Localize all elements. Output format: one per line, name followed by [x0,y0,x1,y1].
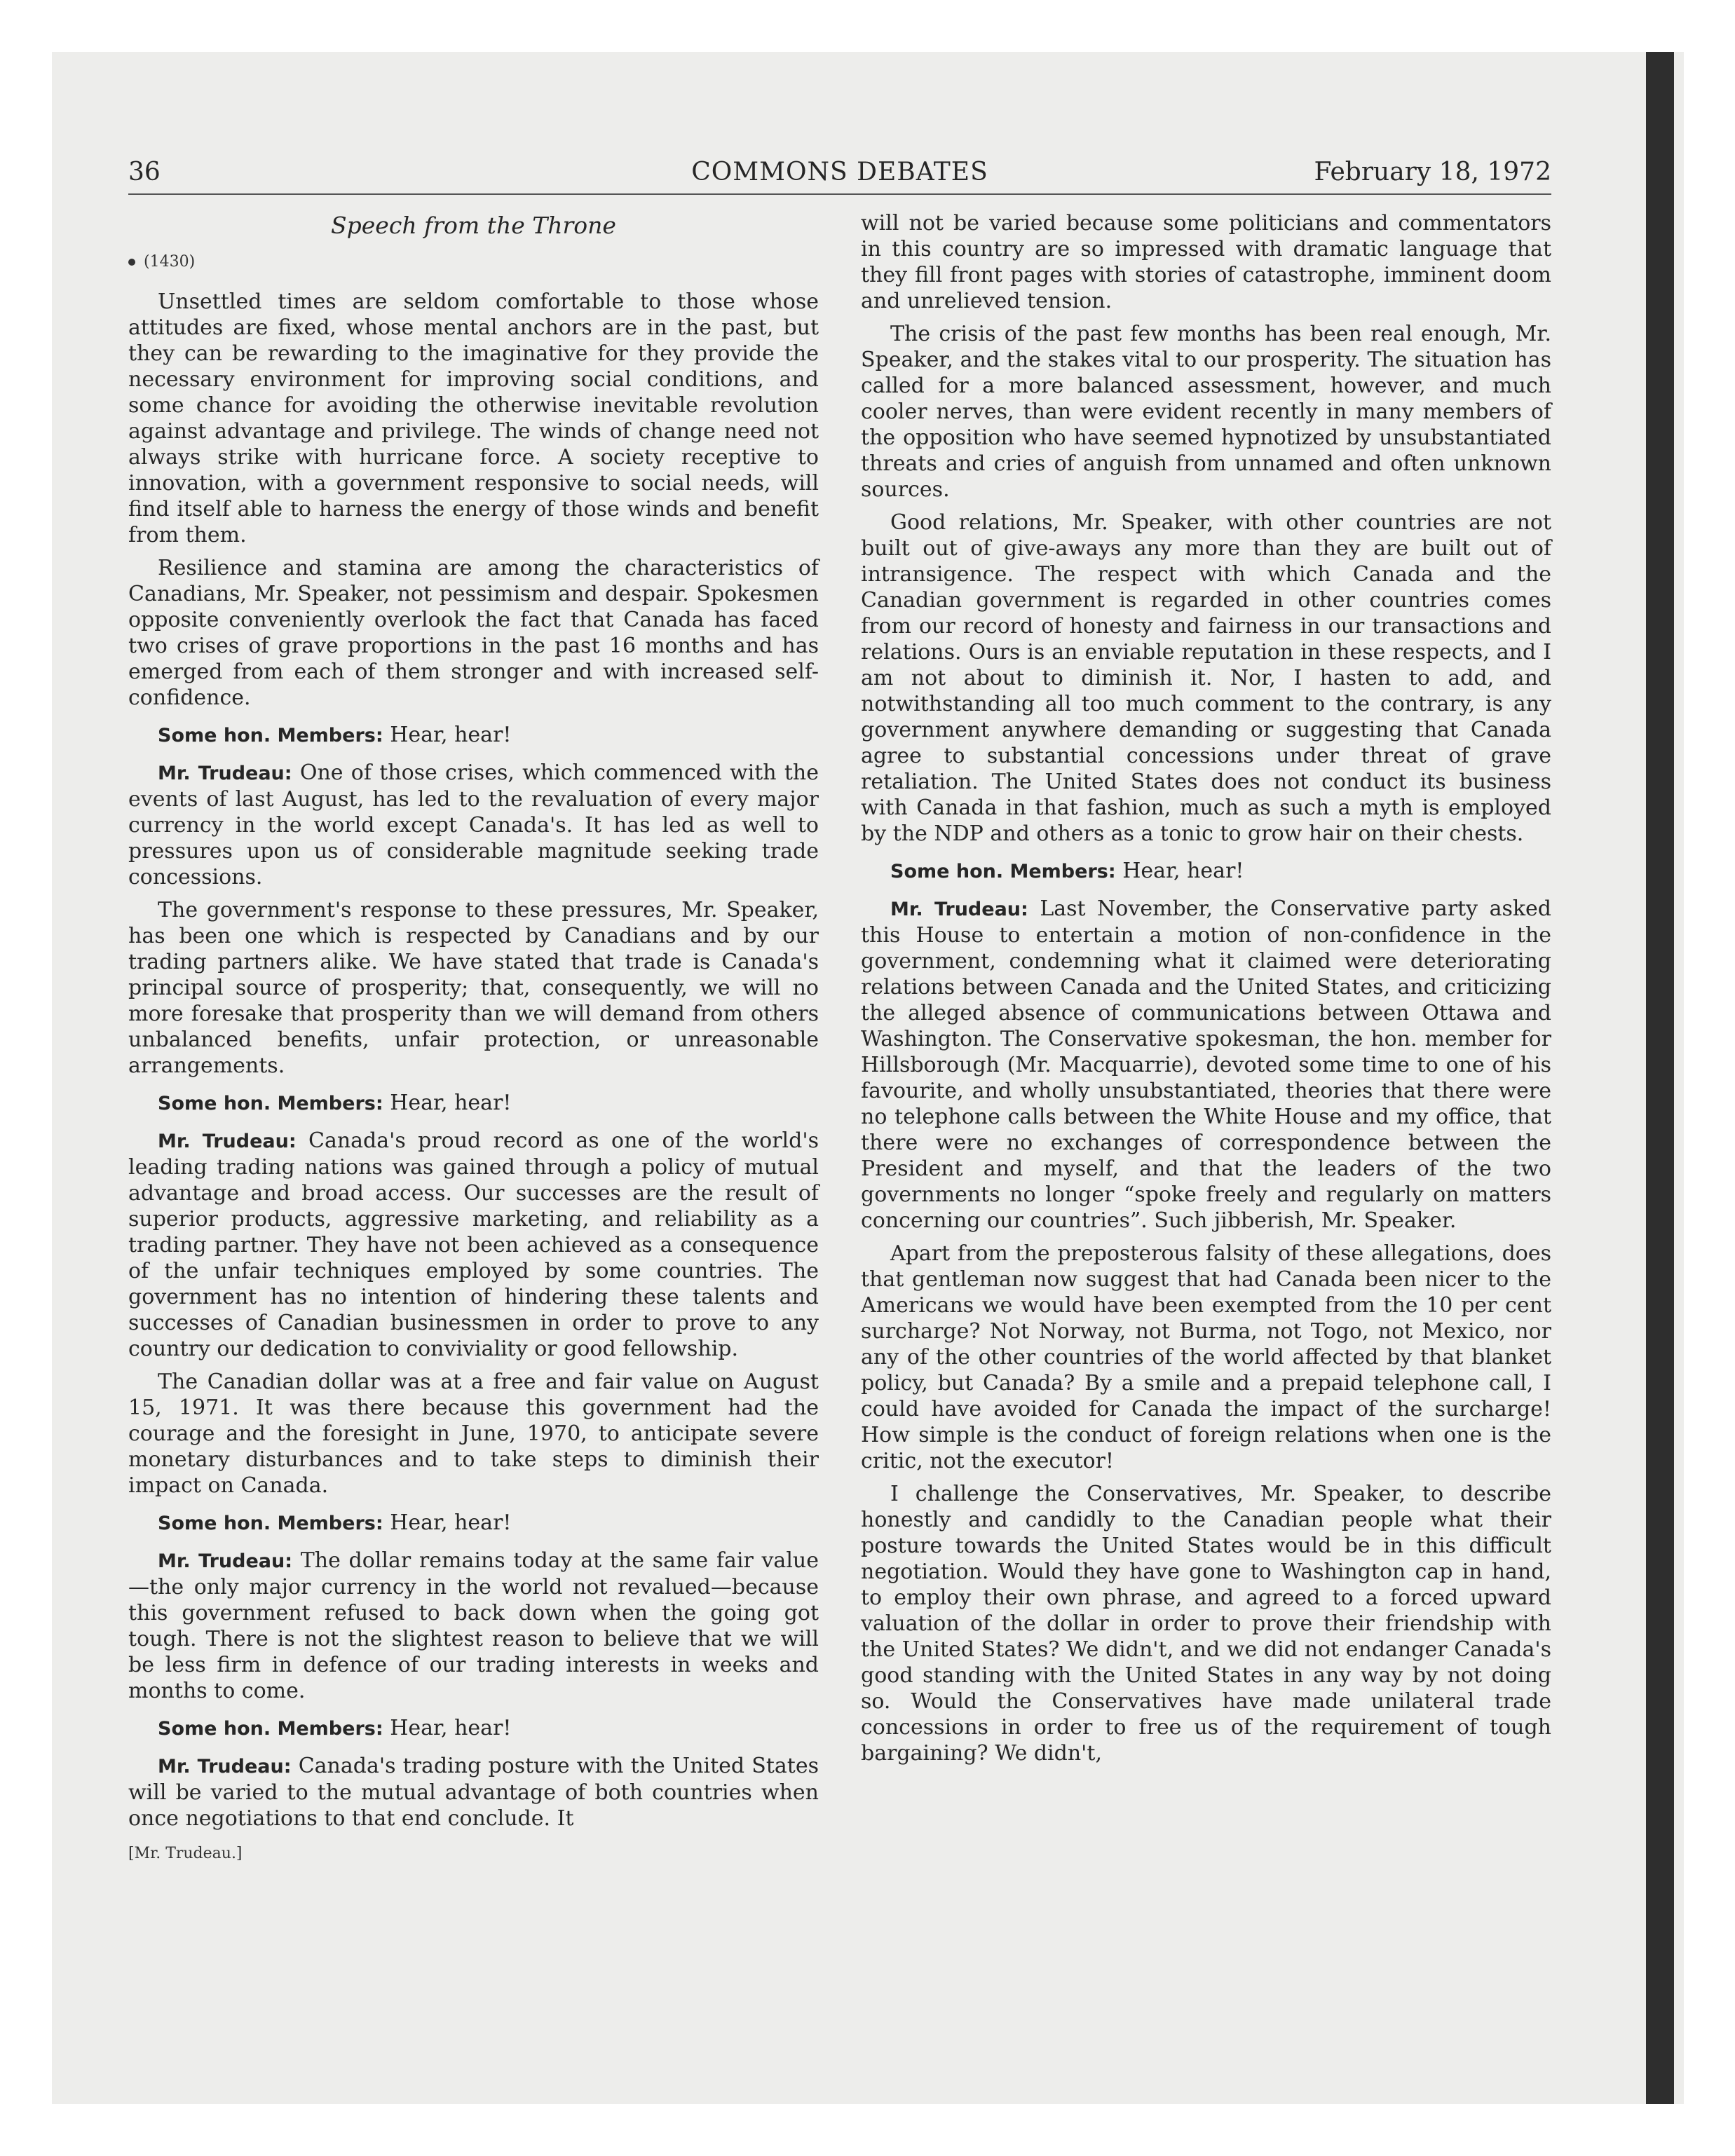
speaker-name: Some hon. Members: [158,1718,383,1740]
interjection-text: Hear, hear! [390,1091,512,1115]
interjection [128,1090,819,1117]
interjection [128,1510,819,1536]
speech-text: One of those crises, which commenced with the events of last August, has led to the revaluation of every major currency in the world except Canada's. It has led as well to pressures upon us of considerable magnitude seeking trade concessions. [128,760,819,889]
speaker-name: Mr. Trudeau: [158,1131,297,1152]
speaker-name: Some hon. Members: [158,725,383,746]
interjection-text: Hear, hear! [390,1510,512,1535]
publication-date: February 18, 1972 [1314,158,1551,186]
speech-paragraph [861,896,1551,1234]
bullet-icon [128,259,135,266]
page-number: 36 [128,158,161,186]
page-header [128,154,1551,195]
speaker-name: Some hon. Members: [158,1513,383,1534]
paragraph: The crisis of the past few months has been real enough, Mr. Speaker, and the stakes vital to our prosperity. The situation has called for a more balanced assessment, however, and much cooler nerves, than were evident recently in many members of the opposition who have seemed hypnotized by unsubstantiated threats and cries of anguish from unnamed and often unknown sources. [861,322,1551,502]
speech-paragraph [128,1753,819,1831]
speech-paragraph [128,1548,819,1704]
interjection [128,722,819,749]
publication-title: COMMONS DEBATES [691,158,988,186]
page-binding-edge [1646,52,1674,2104]
speaker-footer-note: [Mr. Trudeau.] [128,1845,243,1862]
paragraph: I challenge the Conservatives, Mr. Speaker, to describe honestly and candidly to the Canadian people what their posture towards the United States would be in this difficult negotiation. Would they have gone to Washington cap in hand, to employ their own phrase, and agreed to a forced upward valuation of the dollar in order to prove their friendship with the United States? We didn't, and we did not endanger Canada's good standing with the United States in any way by not doing so. Would the Conservatives have made unilateral trade concessions in order to free us of the requirement of tough bargaining? We didn't, [861,1482,1551,1766]
paragraph: The Canadian dollar was at a free and fair value on August 15, 1971. It was there because this government had the courage and the foresight in June, 1970, to anticipate severe monetary disturbances and to take steps to diminish their impact on Canada. [128,1370,819,1498]
speaker-name: Mr. Trudeau: [158,1756,292,1778]
interjection [861,858,1551,885]
paragraph: Resilience and stamina are among the characteristics of Canadians, Mr. Speaker, not pessimism and despair. Spokesmen opposite conveniently overlook the fact that Canada has faced two crises of grave proportions in the past 16 months and has emerged from each of them stronger and with increased self-confidence. [128,556,819,710]
paragraph: Apart from the preposterous falsity of these allegations, does that gentleman now suggest that had Canada been nicer to the Americans we would have been exempted from the 10 per cent surcharge? Not Norway, not Burma, not Togo, not Mexico, nor any of the other countries of the world affected by that blanket policy, but Canada? By a smile and a prepaid telephone call, I could have avoided for Canada the impact of the surcharge! How simple is the conduct of foreign relations when one is the critic, not the executor! [861,1241,1551,1473]
speech-text: The dollar remains today at the same fair value—the only major currency in the world not revalued—because this government refused to back down when the going got tough. There is not the slightest reason to believe that we will be less firm in defence of our trading interests in weeks and months to come. [128,1548,819,1703]
two-column-body [128,210,1551,1867]
speech-paragraph [128,760,819,890]
speaker-name: Mr. Trudeau: [158,1550,293,1572]
timestamp-text: (1430) [144,253,196,271]
speaker-name: Mr. Trudeau: [158,763,292,784]
speech-paragraph [128,1128,819,1362]
right-column [861,210,1551,1867]
section-title: Speech from the Throne [331,212,616,239]
interjection [128,1715,819,1742]
speaker-name: Some hon. Members: [158,1093,383,1114]
speech-text: Canada's trading posture with the United States will be varied to the mutual advantage of both countries when once negotiations to that end conclude. It [128,1754,819,1831]
interjection-text: Hear, hear! [390,1716,512,1740]
speaker-name: Some hon. Members: [890,861,1116,882]
interjection-text: Hear, hear! [1122,859,1244,883]
paragraph-continued: will not be varied because some politicians and commentators in this country are so impressed with dramatic language that they fill front pages with stories of catastrophe, imminent doom and unrelieved tension. [861,211,1551,313]
speaker-name: Mr. Trudeau: [890,899,1028,920]
interjection-text: Hear, hear! [390,723,512,747]
paragraph: Good relations, Mr. Speaker, with other countries are not built out of give-aways any more than they are built out of intransigence. The respect with which Canada and the Canadian government is regarded in other countries comes from our record of honesty and fairness in our transactions and relations. Ours is an enviable reputation in these respects, and I am not about to diminish it. Nor, I hasten to add, and notwithstanding all too much comment to the contrary, is any government anywhere demanding or suggesting that Canada agree to substantial concessions under threat of grave retaliation. The United States does not conduct its business with Canada in that fashion, much as such a myth is employed by the NDP and others as a tonic to grow hair on their chests. [861,510,1551,846]
speech-text: Canada's proud record as one of the world's leading trading nations was gained through a policy of mutual advantage and broad access. Our successes are the result of superior products, aggressive marketing, and reliability as a trading partner. They have not been achieved as a consequence of the unfair techniques employed by some countries. The government has no intention of hindering these talents and successes of Canadian businessmen in order to prove to any country our dedication to conviviality or good fellowship. [128,1128,819,1361]
page-content [128,154,1551,1867]
speech-text: Last November, the Conservative party asked this House to entertain a motion of non-confidence in the government, condemning what it claimed were deteriorating relations between Canada and the United States, and criticizing the alleged absence of communications between Ottawa and Washington. The Conservative spokesman, the hon. member for Hillsborough (Mr. Macquarrie), devoted some time to one of his favourite, and wholly unsubstantiated, theories that there were no telephone calls between the White House and my office, that there were no exchanges of correspondence between the President and myself, and that the leaders of the two governments no longer “spoke freely and regularly on matters concerning our countries”. Such jibberish, Mr. Speaker. [861,896,1552,1233]
left-column [128,210,819,1867]
paragraph: The government's response to these pressures, Mr. Speaker, has been one which is respected by Canadians and by our trading partners alike. We have stated that trade is Canada's principal source of prosperity; that, consequently, we will no more foresake that prosperity than we will demand from others unbalanced benefits, unfair protection, or unreasonable arrangements. [128,898,819,1078]
paragraph: Unsettled times are seldom comfortable to those whose attitudes are fixed, whose mental anchors are in the past, but they can be rewarding to the imaginative for they provide the necessary environment for improving social conditions, and some chance for avoiding the otherwise inevitable revolution against advantage and privilege. The winds of change need not always strike with hurricane force. A society receptive to innovation, with a government responsive to social needs, will find itself able to harness the energy of those winds and benefit from them. [128,289,819,547]
timestamp [128,248,819,276]
